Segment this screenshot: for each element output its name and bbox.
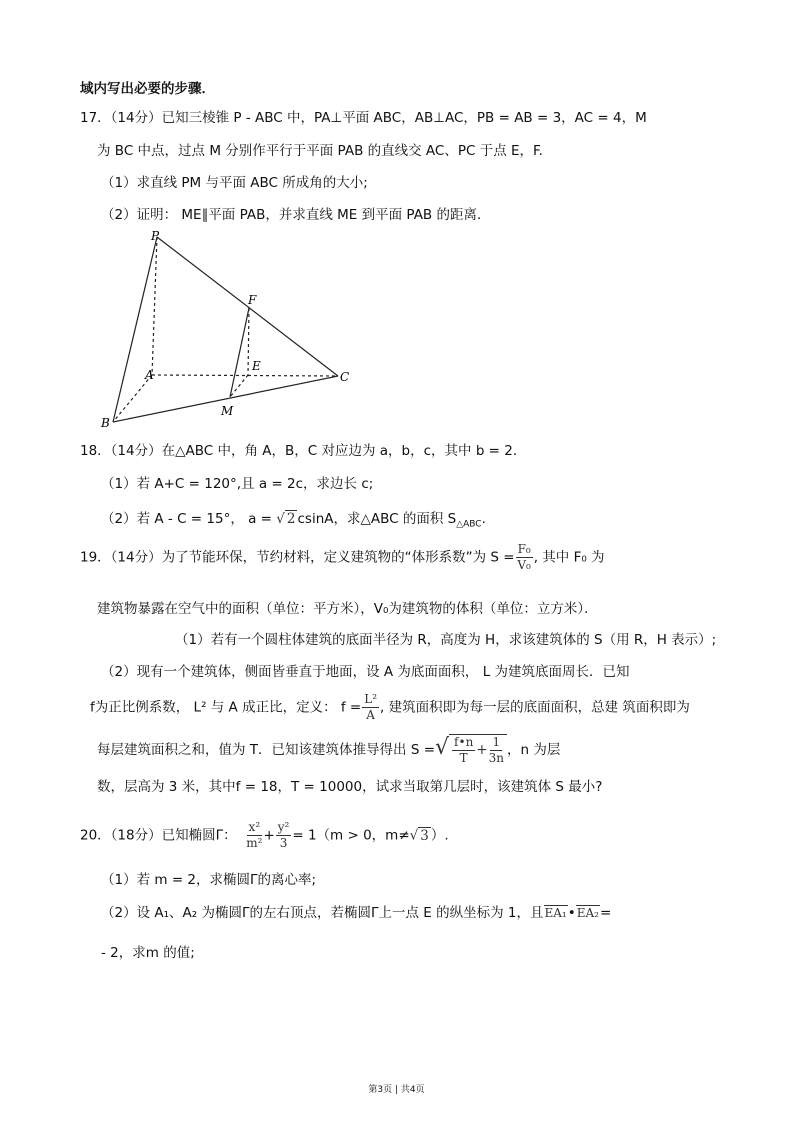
text-c: ）. (430, 827, 449, 844)
text: 每层建筑面积之和，值为 T．已知该建筑体推导得出 S = (97, 742, 436, 758)
segment-FE (248, 308, 249, 375)
q20-part2-line1 (101, 904, 611, 922)
q18-part1: （1）若 A+C = 120°,且 a = 2c，求边长 c; (101, 476, 374, 492)
equals: = (599, 905, 612, 921)
denominator: m² (246, 836, 263, 850)
q17-line1: 17．（14分）已知三棱锥 P - ABC 中，PA⊥平面 ABC，AB⊥AC，PB = AB = 3，AC = 4，M (80, 110, 647, 126)
q20-part2-line2: - 2，求m 的值; (101, 945, 195, 961)
denominator: 3n (488, 751, 504, 765)
text: f为正比例系数， L² 与 A 成正比，定义： f = (90, 699, 362, 716)
sqrt-radicand: 2 (286, 511, 296, 527)
numerator: F₀ (517, 542, 531, 556)
numerator: x² (248, 820, 261, 834)
numerator: L² (364, 692, 378, 706)
numerator: y² (277, 820, 290, 834)
fraction-y2-3 (276, 820, 292, 851)
q17-line2: 为 BC 中点，过点 M 分别作平行于平面 PAB 的直线交 AC、PC 于点 E，F. (97, 143, 543, 159)
fraction-1-3n (489, 735, 504, 766)
sqrt-expression: √ $\frac{f•n}{T}$ + $\frac{1}{3n}$ (435, 742, 507, 758)
plus: + (263, 827, 275, 844)
label-A: A (145, 368, 154, 382)
text-b: , 建筑面积即为每一层的底面面积，总建 筑面积即为 (380, 699, 690, 716)
q19-line1 (80, 542, 605, 573)
fraction-x2-m2 (246, 820, 262, 851)
label-B: B (101, 416, 110, 430)
q18-part2 (101, 510, 486, 534)
text: （2）设 A₁、A₂ 为椭圆Γ的左右顶点，若椭圆Γ上一点 E 的纵坐标为 1，且 (101, 905, 544, 921)
q17-part2: （2）证明： ME∥平面 PAB，并求直线 ME 到平面 PAB 的距离． (101, 207, 491, 223)
edge-AC (152, 375, 338, 376)
text-b: = 1（m > 0，m≠ (292, 827, 410, 844)
fraction-fn-T (452, 735, 475, 766)
numerator: f•n (454, 735, 474, 749)
intro-text: 域内写出必要的步骤． (80, 81, 215, 97)
label-P: P (151, 229, 160, 243)
denominator: V₀ (517, 558, 531, 572)
q19-text-b: , 其中 F₀ 为 (533, 549, 605, 566)
dot: • (567, 905, 576, 921)
vector-EA2: EA₂ (576, 906, 599, 920)
fraction-L2-A (362, 692, 379, 723)
q19-part2-line2 (90, 692, 690, 723)
q18-part2-text: （2）若 A - C = 15°， a = (101, 511, 277, 527)
label-M: M (221, 404, 234, 418)
vector-EA1: EA₁ (544, 906, 567, 920)
sqrt-3: √ 3 (409, 827, 429, 844)
period: . (481, 511, 486, 527)
q19-line2: 建筑物暴露在空气中的面积（单位：平方米），V₀为建筑物的体积（单位：立方米）． (97, 601, 598, 617)
denominator: A (366, 708, 375, 722)
denominator: T (459, 751, 468, 765)
pyramid-figure (95, 225, 365, 435)
radicand: 3 (420, 827, 429, 844)
q18-line1: 18．（14分）在△ABC 中，角 A，B，C 对应边为 a，b，c，其中 b = 2. (80, 443, 518, 459)
segment-FM (230, 308, 249, 397)
text-b: ，n 为层 (506, 742, 561, 758)
sqrt-2: √ 2 (276, 511, 296, 527)
text: 20．（18分）已知椭圆Γ： (80, 827, 237, 844)
page-footer: 第3页 | 共4页 (368, 1085, 425, 1095)
numerator: 1 (492, 735, 501, 749)
subscript-abc: △ABC (456, 519, 482, 530)
q19-part1: （1）若有一个圆柱体建筑的底面半径为 R，高度为 H，求该建筑体的 S（用 R，H 表示）; (175, 632, 717, 648)
label-C: C (340, 370, 350, 384)
edge-PA (152, 237, 157, 375)
q20-line1 (80, 820, 449, 851)
label-E: E (252, 359, 261, 373)
denominator: 3 (279, 836, 288, 850)
fraction-F0-V0 (516, 542, 533, 573)
q19-part2-line4: 数，层高为 3 米，其中f = 18，T = 10000，试求当取第几层时，该建筑体 S 最小? (97, 779, 603, 795)
q19-part2-line1: （2）现有一个建筑体，侧面皆垂直于地面，设 A 为底面面积， L 为建筑底面周长．已知 (101, 664, 630, 680)
q17-part1: （1）求直线 PM 与平面 ABC 所成角的大小; (101, 175, 368, 191)
label-F: F (248, 293, 257, 307)
q20-part1: （1）若 m = 2，求椭圆Γ的离心率; (101, 872, 317, 888)
q19-text: 19．（14分）为了节能环保，节约材料，定义建筑物的“体形系数”为 S = (80, 549, 515, 566)
plus: + (476, 742, 488, 758)
edge-PB (113, 237, 157, 422)
q19-part2-line3 (97, 734, 560, 766)
q18-part2-text-b: csinA，求△ABC 的面积 S (297, 511, 457, 527)
